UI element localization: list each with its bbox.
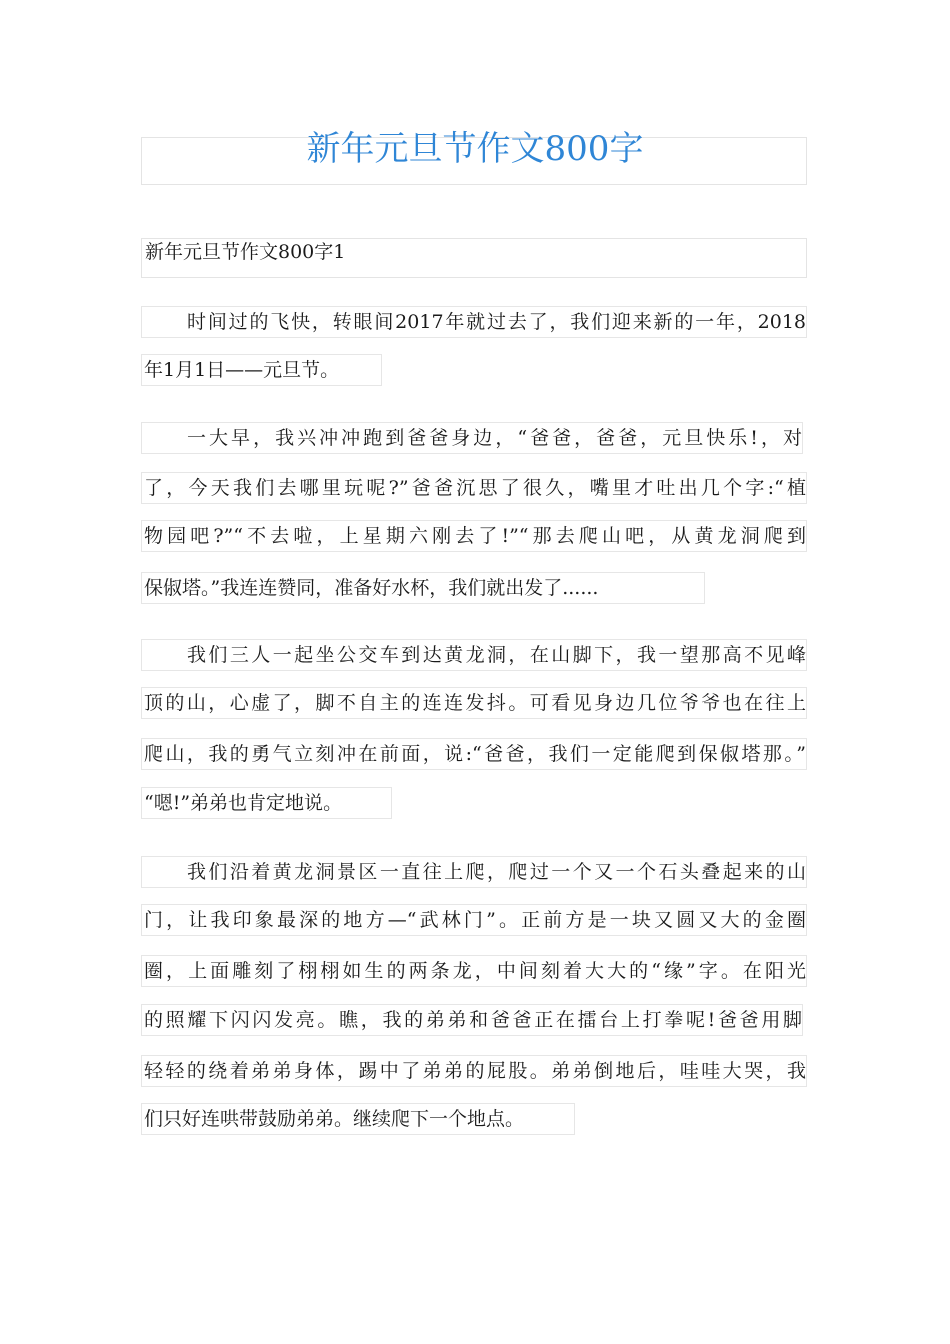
paragraph-4-line-5: 轻轻的绕着弟弟身体，踢中了弟弟的屁股。弟弟倒地后，哇哇大哭，我 — [141, 1055, 807, 1087]
paragraph-3-line-1: 我们三人一起坐公交车到达黄龙洞，在山脚下，我一望那高不见峰 — [141, 639, 807, 671]
paragraph-1-line-2: 年1月1日——元旦节。 — [141, 354, 382, 386]
paragraph-3-line-2: 顶的山，心虚了，脚不自主的连连发抖。可看见身边几位爷爷也在往上 — [141, 687, 807, 719]
paragraph-2-line-2: 了，今天我们去哪里玩呢?”爸爸沉思了很久，嘴里才吐出几个字:“植 — [141, 472, 807, 504]
paragraph-2-line-3: 物园吧?”“不去啦，上星期六刚去了!”“那去爬山吧，从黄龙洞爬到 — [141, 520, 807, 552]
paragraph-4-line-3: 圈，上面雕刻了栩栩如生的两条龙，中间刻着大大的“缘”字。在阳光 — [141, 955, 807, 987]
document-title: 新年元旦节作文800字 — [306, 129, 644, 169]
paragraph-3-line-3: 爬山，我的勇气立刻冲在前面，说:“爸爸，我们一定能爬到保俶塔那。” — [141, 738, 807, 770]
paragraph-1-line-1: 时间过的飞快，转眼间2017年就过去了，我们迎来新的一年，2018 — [141, 306, 807, 338]
paragraph-3-line-4: “嗯!”弟弟也肯定地说。 — [141, 787, 392, 819]
section-heading: 新年元旦节作文800字1 — [145, 241, 346, 263]
paragraph-4-line-1: 我们沿着黄龙洞景区一直往上爬，爬过一个又一个石头叠起来的山 — [141, 856, 807, 888]
paragraph-4-line-4: 的照耀下闪闪发亮。瞧，我的弟弟和爸爸正在擂台上打拳呢!爸爸用脚 — [141, 1004, 803, 1036]
paragraph-2-line-4: 保俶塔。”我连连赞同，准备好水杯，我们就出发了...... — [141, 572, 705, 604]
paragraph-4-line-2: 门，让我印象最深的地方—“武林门”。正前方是一块又圆又大的金圈 — [141, 904, 807, 936]
paragraph-2-line-1: 一大早，我兴冲冲跑到爸爸身边，“爸爸，爸爸，元旦快乐!，对 — [141, 422, 803, 454]
paragraph-4-line-6: 们只好连哄带鼓励弟弟。继续爬下一个地点。 — [141, 1103, 575, 1135]
